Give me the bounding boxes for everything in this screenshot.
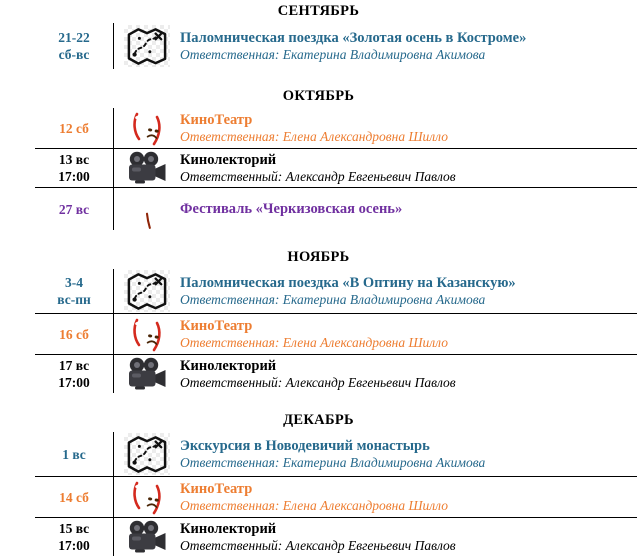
event-responsible: Ответственная: Екатерина Владимировна Акимова xyxy=(180,454,486,470)
event-date-line1: 16 сб xyxy=(59,326,89,342)
event-date-line1: 12 сб xyxy=(59,120,89,136)
event-date xyxy=(35,355,114,393)
month-title: НОЯБРЬ xyxy=(287,249,350,265)
event-responsible: Ответственная: Екатерина Владимировна Акимова xyxy=(180,46,486,62)
event-responsible: Ответственная: Екатерина Владимировна Акимова xyxy=(180,291,486,307)
month-title: СЕНТЯБРЬ xyxy=(277,3,360,19)
map-icon xyxy=(124,270,170,312)
event-date xyxy=(35,23,114,69)
event-info xyxy=(180,23,637,69)
event-date-line1: 14 сб xyxy=(59,489,89,505)
events-list xyxy=(35,432,637,556)
event-row xyxy=(35,476,637,517)
month-section-december xyxy=(0,412,637,556)
theater-masks-icon xyxy=(130,477,164,517)
event-info xyxy=(180,149,637,187)
event-date xyxy=(35,269,114,313)
month-title: ОКТЯБРЬ xyxy=(282,88,355,104)
event-info xyxy=(180,477,637,517)
event-date-line2: 17:00 xyxy=(58,169,90,184)
event-responsible: Ответственный: Александр Евгеньевич Павлов xyxy=(180,168,456,184)
event-row xyxy=(35,187,637,230)
event-date xyxy=(35,188,114,230)
event-info xyxy=(180,188,637,230)
event-date-line1: 1 вс xyxy=(62,446,86,462)
event-info xyxy=(180,314,637,354)
event-title: Паломническая поездка «В Оптину на Казанскую» xyxy=(180,274,516,291)
event-responsible: Ответственная: Елена Александровна Шилло xyxy=(180,128,448,144)
event-title: КиноТеатр xyxy=(180,317,253,334)
event-date-line1: 15 вс xyxy=(58,521,90,536)
event-row xyxy=(35,432,637,476)
event-date-line2: сб-вс xyxy=(58,47,90,62)
event-row xyxy=(35,354,637,393)
event-date-line1: 17 вс xyxy=(58,358,90,373)
month-section-september xyxy=(0,3,637,69)
movie-camera-icon xyxy=(127,151,167,185)
map-icon xyxy=(124,433,170,475)
event-date-line2: вс-пн xyxy=(57,292,91,307)
event-info xyxy=(180,432,637,476)
maple-leaf-icon xyxy=(130,189,164,229)
event-row xyxy=(35,108,637,148)
event-date xyxy=(35,149,114,187)
event-info xyxy=(180,518,637,556)
events-list xyxy=(35,269,637,393)
map-icon xyxy=(124,25,170,67)
event-row xyxy=(35,23,637,69)
event-title: Кинолекторий xyxy=(180,357,277,374)
event-info xyxy=(180,355,637,393)
event-info xyxy=(180,269,637,313)
event-date xyxy=(35,108,114,148)
event-date xyxy=(35,518,114,556)
event-row xyxy=(35,313,637,354)
movie-camera-icon xyxy=(127,357,167,391)
event-row xyxy=(35,148,637,187)
event-title: Фестиваль «Черкизовская осень» xyxy=(180,200,403,217)
theater-masks-icon xyxy=(130,108,164,148)
event-date xyxy=(35,314,114,354)
event-responsible: Ответственный: Александр Евгеньевич Павлов xyxy=(180,374,456,390)
event-row xyxy=(35,517,637,556)
events-list xyxy=(35,23,637,69)
event-title: КиноТеатр xyxy=(180,480,253,497)
event-title: Кинолекторий xyxy=(180,151,277,168)
theater-masks-icon xyxy=(130,314,164,354)
event-date-line1: 13 вс xyxy=(58,152,90,167)
month-section-november xyxy=(0,249,637,393)
month-title: ДЕКАБРЬ xyxy=(283,412,354,428)
event-title: Экскурсия в Новодевичий монастырь xyxy=(180,437,430,454)
event-date-line2: 17:00 xyxy=(58,538,90,553)
event-responsible: Ответственная: Елена Александровна Шилло xyxy=(180,497,448,513)
event-date-line1: 27 вс xyxy=(58,201,90,217)
events-list xyxy=(35,108,637,230)
month-section-october xyxy=(0,88,637,230)
event-row xyxy=(35,269,637,313)
event-title: Кинолекторий xyxy=(180,520,277,537)
event-date-line1: 3-4 xyxy=(65,275,83,290)
event-date-line1: 21-22 xyxy=(58,30,90,45)
event-responsible: Ответственная: Елена Александровна Шилло xyxy=(180,334,448,350)
movie-camera-icon xyxy=(127,520,167,554)
event-title: Паломническая поездка «Золотая осень в Костроме» xyxy=(180,29,527,46)
event-date xyxy=(35,432,114,476)
event-responsible: Ответственный: Александр Евгеньевич Павлов xyxy=(180,537,456,553)
event-title: КиноТеатр xyxy=(180,111,253,128)
event-date xyxy=(35,477,114,517)
event-info xyxy=(180,108,637,148)
event-date-line2: 17:00 xyxy=(58,375,90,390)
